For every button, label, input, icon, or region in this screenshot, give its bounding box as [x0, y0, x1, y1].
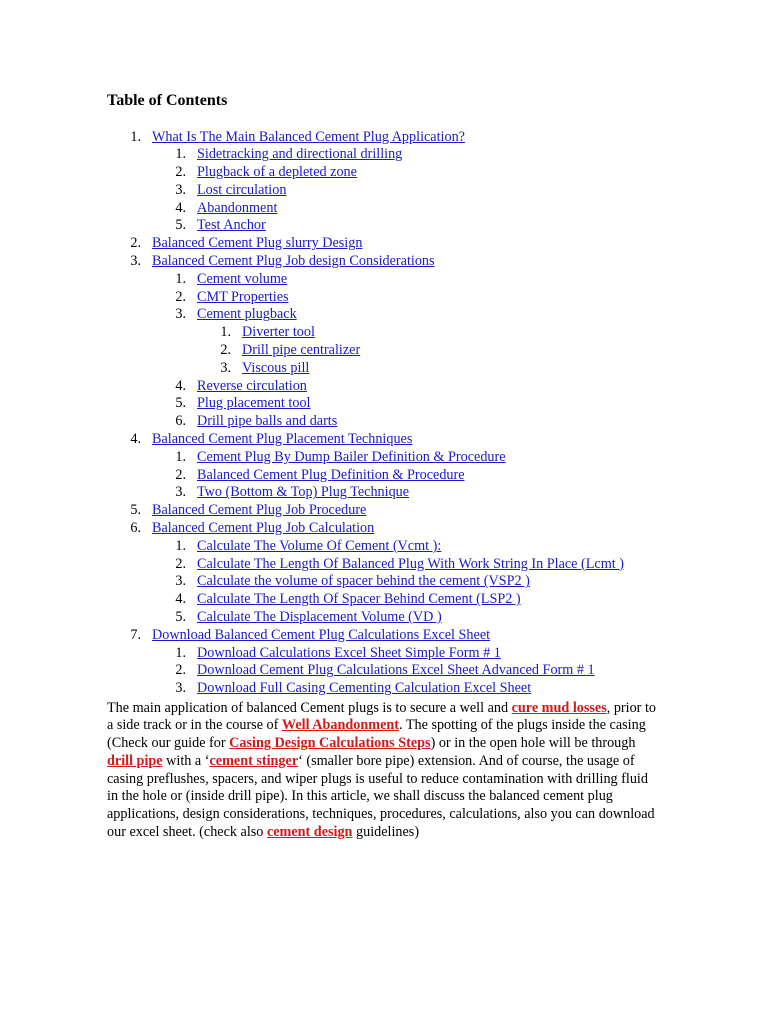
toc-item-number: 2. — [130, 235, 141, 252]
toc-item-link[interactable]: Two (Bottom & Top) Plug Technique — [197, 484, 410, 501]
toc-item-link[interactable]: CMT Properties — [197, 288, 289, 305]
casing-design-link[interactable]: Casing Design Calculations Steps — [229, 735, 431, 752]
toc-item — [107, 573, 707, 591]
toc-item-link[interactable]: Lost circulation — [197, 181, 287, 198]
toc-item — [107, 645, 707, 663]
toc-item — [107, 556, 707, 574]
body-text-1: The main application of balanced Cement plugs is to secure a well and — [107, 699, 512, 716]
toc-item-number: 5. — [175, 217, 186, 234]
toc-item-link[interactable]: Test Anchor — [197, 217, 266, 234]
toc-item-link[interactable]: Viscous pill — [242, 359, 310, 376]
toc-item-number: 1. — [175, 270, 186, 287]
toc-item — [107, 484, 707, 502]
toc-item — [107, 289, 707, 307]
toc-item-number: 1. — [220, 324, 231, 341]
toc-item-link[interactable]: Balanced Cement Plug Job Procedure — [152, 502, 367, 519]
toc-item — [107, 431, 707, 449]
toc-item — [107, 360, 707, 378]
toc-title: Table of Contents — [107, 92, 228, 109]
toc-item-number: 4. — [175, 377, 186, 394]
toc-item-link[interactable]: Calculate The Displacement Volume (VD ) — [197, 609, 442, 626]
toc-item — [107, 378, 707, 396]
body-text-2: , prior to a side track or in the course of — [107, 699, 656, 734]
body-text-4: ) or in the open hole will be through — [430, 735, 636, 752]
toc-item-number: 2. — [175, 555, 186, 572]
toc-item-number: 2. — [175, 466, 186, 483]
toc-item-number: 3. — [220, 359, 231, 376]
toc-item-number: 3. — [175, 306, 186, 323]
toc-item-number: 5. — [130, 502, 141, 519]
toc-item-link[interactable]: Download Balanced Cement Plug Calculations Excel Sheet — [152, 626, 491, 643]
toc-item — [107, 200, 707, 218]
toc-item — [107, 395, 707, 413]
toc-item-number: 1. — [130, 128, 141, 145]
cement-design-link[interactable]: cement design — [266, 824, 353, 841]
toc-item — [107, 217, 707, 235]
cure-mud-losses-link[interactable]: cure mud losses — [511, 699, 607, 716]
toc-item — [107, 235, 707, 253]
toc-item-number: 2. — [220, 342, 231, 359]
toc-item-link[interactable]: Drill pipe balls and darts — [197, 413, 338, 430]
toc-item-number: 1. — [175, 537, 186, 554]
toc-item-number: 1. — [175, 448, 186, 465]
toc-item-link[interactable]: Plug placement tool — [197, 395, 311, 412]
toc-item-number: 7. — [130, 626, 141, 643]
toc-item — [107, 413, 707, 431]
toc-item-link[interactable]: Download Calculations Excel Sheet Simple Form # 1 — [197, 644, 501, 661]
intro-paragraph — [107, 700, 657, 842]
toc-item-link[interactable]: Sidetracking and directional drilling — [197, 146, 403, 163]
body-text-5: with a ‘ — [162, 752, 210, 769]
toc-item — [107, 627, 707, 645]
toc-item-link[interactable]: Reverse circulation — [197, 377, 307, 394]
toc-item-link[interactable]: Drill pipe centralizer — [242, 342, 361, 359]
toc-item-link[interactable]: Cement volume — [197, 270, 288, 287]
toc-item — [107, 182, 707, 200]
toc-item-link[interactable]: Download Full Casing Cementing Calculation Excel Sheet — [197, 680, 532, 697]
body-text-7: guidelines) — [352, 824, 420, 841]
toc-item-number: 5. — [175, 395, 186, 412]
toc-item-number: 2. — [175, 288, 186, 305]
toc-item — [107, 520, 707, 538]
toc-item — [107, 467, 707, 485]
toc-item-link[interactable]: Calculate the volume of spacer behind the cement (VSP2 ) — [197, 573, 530, 590]
toc-item — [107, 591, 707, 609]
toc-item — [107, 502, 707, 520]
toc-item — [107, 609, 707, 627]
cement-stinger-link[interactable]: cement stinger — [209, 752, 299, 769]
toc-item-number: 4. — [130, 431, 141, 448]
toc-item — [107, 271, 707, 289]
toc-item-link[interactable]: Balanced Cement Plug Placement Techniques — [152, 431, 413, 448]
toc-item — [107, 306, 707, 324]
toc-item — [107, 324, 707, 342]
toc-item-number: 1. — [175, 644, 186, 661]
toc-item-number: 3. — [175, 573, 186, 590]
toc-item-link[interactable]: Cement plugback — [197, 306, 297, 323]
toc-item-link[interactable]: What Is The Main Balanced Cement Plug Application? — [152, 128, 465, 145]
well-abandonment-link[interactable]: Well Abandonment — [281, 717, 399, 734]
toc-item-link[interactable]: Calculate The Volume Of Cement (Vcmt ): — [197, 537, 442, 554]
toc-item — [107, 538, 707, 556]
toc-item — [107, 164, 707, 182]
toc-item-link[interactable]: Calculate The Length Of Balanced Plug With Work String In Place (Lcmt ) — [197, 555, 624, 572]
toc-item-link[interactable]: Balanced Cement Plug Definition & Procedure — [197, 466, 465, 483]
toc-item — [107, 449, 707, 467]
toc-item-number: 6. — [130, 520, 141, 537]
toc-item-link[interactable]: Balanced Cement Plug slurry Design — [152, 235, 363, 252]
table-of-contents — [107, 129, 707, 699]
toc-item — [107, 129, 707, 147]
toc-item-link[interactable]: Abandonment — [197, 199, 278, 216]
body-text-3: . The spotting of the plugs inside the casing (Check our guide for — [107, 717, 646, 752]
toc-item-link[interactable]: Diverter tool — [242, 324, 315, 341]
toc-item — [107, 662, 707, 680]
toc-item-link[interactable]: Cement Plug By Dump Bailer Definition & Procedure — [197, 448, 506, 465]
toc-item-link[interactable]: Download Cement Plug Calculations Excel Sheet Advanced Form # 1 — [197, 662, 595, 679]
toc-item — [107, 680, 707, 698]
toc-item-number: 2. — [175, 662, 186, 679]
toc-item-number: 6. — [175, 413, 186, 430]
toc-item-number: 4. — [175, 591, 186, 608]
toc-item-number: 4. — [175, 199, 186, 216]
toc-item-number: 2. — [175, 164, 186, 181]
toc-item — [107, 253, 707, 271]
toc-item-link[interactable]: Balanced Cement Plug Job Calculation — [152, 520, 375, 537]
toc-item-number: 3. — [175, 181, 186, 198]
body-text-6: ‘ (smaller bore pipe) extension. And of course, the usage of casing preflushes, spacers, and wiper plugs is useful to reduce contamination with drilling fluid in the hole or (inside drill pipe). In this article, we shall discuss the balanced cement plug applications, design considerations, techniques, procedures, calculations, also you can download our excel sheet. (check also — [107, 752, 655, 841]
toc-item-link[interactable]: Balanced Cement Plug Job design Considerations — [152, 253, 435, 270]
toc-item-number: 5. — [175, 609, 186, 626]
toc-item-link[interactable]: Calculate The Length Of Spacer Behind Cement (LSP2 ) — [197, 591, 521, 608]
toc-item — [107, 146, 707, 164]
toc-item-number: 3. — [130, 253, 141, 270]
drill-pipe-link[interactable]: drill pipe — [107, 752, 163, 769]
toc-item-link[interactable]: Plugback of a depleted zone — [197, 164, 357, 181]
toc-item-number: 3. — [175, 484, 186, 501]
toc-item — [107, 342, 707, 360]
toc-item-number: 1. — [175, 146, 186, 163]
toc-item-number: 3. — [175, 680, 186, 697]
